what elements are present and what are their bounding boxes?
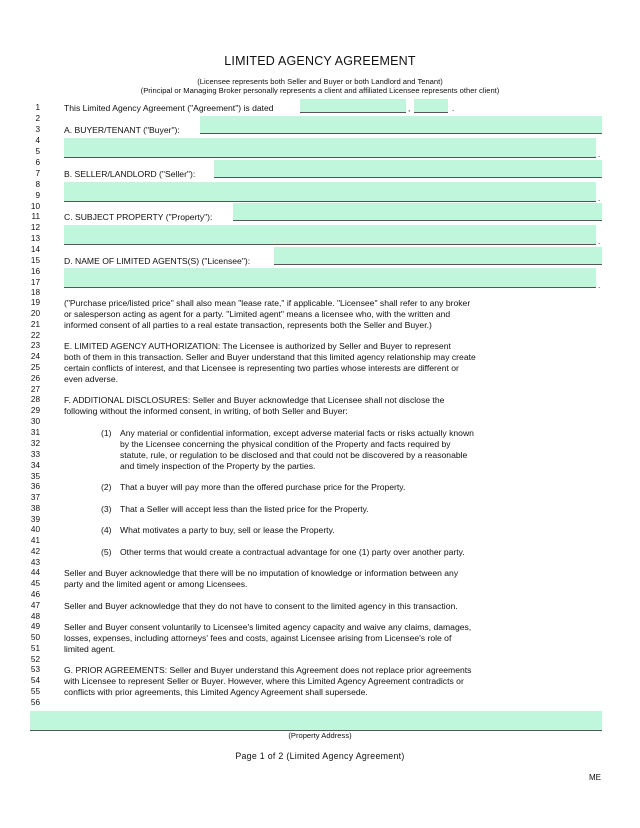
line-number: 18 — [30, 288, 40, 297]
waiver-line-1: Seller and Buyer consent voluntarily to Licensee's limited agency capacity and waive any claims, damages, — [64, 622, 472, 632]
line-number: 30 — [30, 417, 40, 426]
line-number: 39 — [30, 515, 40, 524]
disclosure-5-text: Other terms that would create a contractual advantage for one (1) party over another party. — [120, 547, 465, 557]
section-e-line-3: certain conflicts of interest, and that Licensee is representing two parties whose interests are different or — [64, 363, 459, 373]
document-subtitle-2: (Principal or Managing Broker personally represents a client and affiliated Licensee represents other client) — [140, 86, 500, 95]
page-number: Page 1 of 2 (Limited Agency Agreement) — [235, 751, 405, 761]
definitions-line-3: informed consent of all parties to a real estate transaction, represents both the Seller and Buyer.) — [64, 320, 432, 330]
line-number: 14 — [30, 245, 40, 254]
line-number: 37 — [30, 493, 40, 502]
line-number: 33 — [30, 450, 40, 459]
line-number: 40 — [30, 525, 40, 534]
section-g-line-3: conflicts with prior agreements, this Limited Agency Agreement shall supersede. — [64, 687, 368, 697]
seller-period: . — [598, 194, 601, 203]
line-number: 46 — [30, 590, 40, 599]
disclosure-1-line-2: by the Licensee concerning the physical condition of the Property and facts required by — [120, 439, 451, 449]
line-number: 22 — [30, 331, 40, 340]
section-f-line-1: F. ADDITIONAL DISCLOSURES: Seller and Buyer acknowledge that Licensee shall not disclose the — [64, 395, 445, 405]
line-number: 13 — [30, 234, 40, 243]
line-number: 45 — [30, 579, 40, 588]
property-period: . — [598, 237, 601, 246]
line-number: 56 — [30, 698, 40, 707]
line-number: 10 — [30, 202, 40, 211]
line-number: 17 — [30, 278, 40, 287]
licensee-field[interactable] — [274, 247, 602, 265]
document-title: LIMITED AGENCY AGREEMENT — [224, 54, 416, 68]
line-number: 4 — [35, 136, 40, 145]
line-number: 35 — [30, 472, 40, 481]
definitions-line-1: ("Purchase price/listed price" shall also mean "lease rate," if applicable. "Licensee" shall refer to any broker — [64, 298, 471, 308]
disclosure-4-text: What motivates a party to buy, sell or lease the Property. — [120, 525, 335, 535]
section-f-line-2: following without the informed consent, in writing, of both Seller and Buyer: — [64, 406, 348, 416]
line-number: 54 — [30, 676, 40, 685]
line-number: 29 — [30, 406, 40, 415]
line-number: 52 — [30, 655, 40, 664]
disclosure-1-line-4: and timely inspection of the Property by the parties. — [120, 461, 316, 471]
line-number: 31 — [30, 428, 40, 437]
line-number: 3 — [35, 125, 40, 134]
line-number: 44 — [30, 568, 40, 577]
line-number: 1 — [35, 103, 40, 112]
document-subtitle-1: (Licensee represents both Seller and Buyer or both Landlord and Tenant) — [197, 77, 443, 86]
section-e-line-2: both of them in this transaction. Seller and Buyer understand that this limited agency relationship may create — [64, 352, 476, 362]
year-field[interactable] — [414, 99, 448, 113]
line-number: 5 — [35, 147, 40, 156]
buyer-label: A. BUYER/TENANT ("Buyer"): — [64, 125, 180, 135]
line-number: 28 — [30, 395, 40, 404]
imputation-line-2: party and the limited agent or among Licensees. — [64, 579, 248, 589]
line-number: 38 — [30, 504, 40, 513]
imputation-line-1: Seller and Buyer acknowledge that there will be no imputation of knowledge or information between any — [64, 568, 459, 578]
definitions-line-2: or salesperson acting as agent for a party. "Limited agent" means a licensee who, with the written and — [64, 309, 451, 319]
seller-label: B. SELLER/LANDLORD ("Seller"): — [64, 169, 196, 179]
disclosure-1-number: (1) — [101, 428, 112, 438]
disclosure-3-text: That a Seller will accept less than the listed price for the Property. — [120, 504, 369, 514]
line-number: 12 — [30, 223, 40, 232]
section-e-line-4: even adverse. — [64, 374, 118, 384]
section-e-line-1: E. LIMITED AGENCY AUTHORIZATION: The Licensee is authorized by Seller and Buyer to represent — [64, 341, 451, 351]
line-number: 24 — [30, 352, 40, 361]
property-field-2[interactable] — [64, 225, 596, 245]
section-g-line-1: G. PRIOR AGREEMENTS: Seller and Buyer understand this Agreement does not replace prior agreements — [64, 665, 472, 675]
waiver-line-3: limited agent. — [64, 644, 116, 654]
line-number: 23 — [30, 341, 40, 350]
line-number: 16 — [30, 267, 40, 276]
disclosure-3-number: (3) — [101, 504, 112, 514]
disclosure-2-text: That a buyer will pay more than the offered purchase price for the Property. — [120, 482, 406, 492]
date-comma: , — [408, 104, 411, 113]
line-number: 49 — [30, 622, 40, 631]
property-address-field[interactable] — [30, 711, 602, 731]
line-number: 34 — [30, 461, 40, 470]
buyer-period: . — [598, 150, 601, 159]
line-number: 2 — [35, 114, 40, 123]
line-number: 25 — [30, 363, 40, 372]
intro-text: This Limited Agency Agreement ("Agreement") is dated — [64, 103, 274, 113]
disclosure-1-line-1: Any material or confidential information, except adverse material facts or risks actually known — [120, 428, 474, 438]
property-address-label: (Property Address) — [288, 731, 352, 740]
line-number: 21 — [30, 320, 40, 329]
licensee-label: D. NAME OF LIMITED AGENTS(S) ("Licensee"): — [64, 256, 251, 266]
line-number: 9 — [35, 191, 40, 200]
property-field[interactable] — [233, 203, 602, 221]
line-number: 47 — [30, 601, 40, 610]
disclosure-4-number: (4) — [101, 525, 112, 535]
state-code: ME — [589, 773, 601, 782]
line-number: 11 — [31, 212, 40, 221]
line-number: 7 — [35, 169, 40, 178]
line-number: 8 — [35, 180, 40, 189]
line-number: 51 — [30, 644, 40, 653]
seller-field[interactable] — [214, 160, 602, 178]
buyer-field-2[interactable] — [64, 138, 596, 158]
line-number: 41 — [30, 536, 40, 545]
licensee-field-2[interactable] — [64, 268, 596, 288]
line-number: 27 — [30, 385, 40, 394]
licensee-period: . — [598, 281, 601, 290]
property-label: C. SUBJECT PROPERTY ("Property"): — [64, 212, 213, 222]
line-number: 20 — [30, 309, 40, 318]
line-number: 19 — [30, 298, 40, 307]
disclosure-2-number: (2) — [101, 482, 112, 492]
buyer-field[interactable] — [200, 116, 602, 134]
line-number: 32 — [30, 439, 40, 448]
disclosure-5-number: (5) — [101, 547, 112, 557]
section-g-line-2: with Licensee to represent Seller or Buyer. However, where this Limited Agency Agreement contradicts or — [64, 676, 464, 686]
seller-field-2[interactable] — [64, 182, 596, 202]
disclosure-1-line-3: statute, rule, or regulation to be disclosed and that could not be discovered by a reasonable — [120, 450, 468, 460]
line-number: 43 — [30, 558, 40, 567]
consent-paragraph: Seller and Buyer acknowledge that they do not have to consent to the limited agency in this transaction. — [64, 601, 458, 611]
date-field[interactable] — [300, 99, 406, 113]
waiver-line-2: losses, expenses, including attorneys' fees and costs, against Licensee arising from Licensee's role of — [64, 633, 452, 643]
line-number: 6 — [35, 158, 40, 167]
line-number: 36 — [30, 482, 40, 491]
line-number: 55 — [30, 687, 40, 696]
line-number: 48 — [30, 612, 40, 621]
line-number: 50 — [30, 633, 40, 642]
line-number: 26 — [30, 374, 40, 383]
line-number: 42 — [30, 547, 40, 556]
line-number: 15 — [30, 256, 40, 265]
date-period: . — [452, 104, 455, 113]
line-number: 53 — [30, 665, 40, 674]
